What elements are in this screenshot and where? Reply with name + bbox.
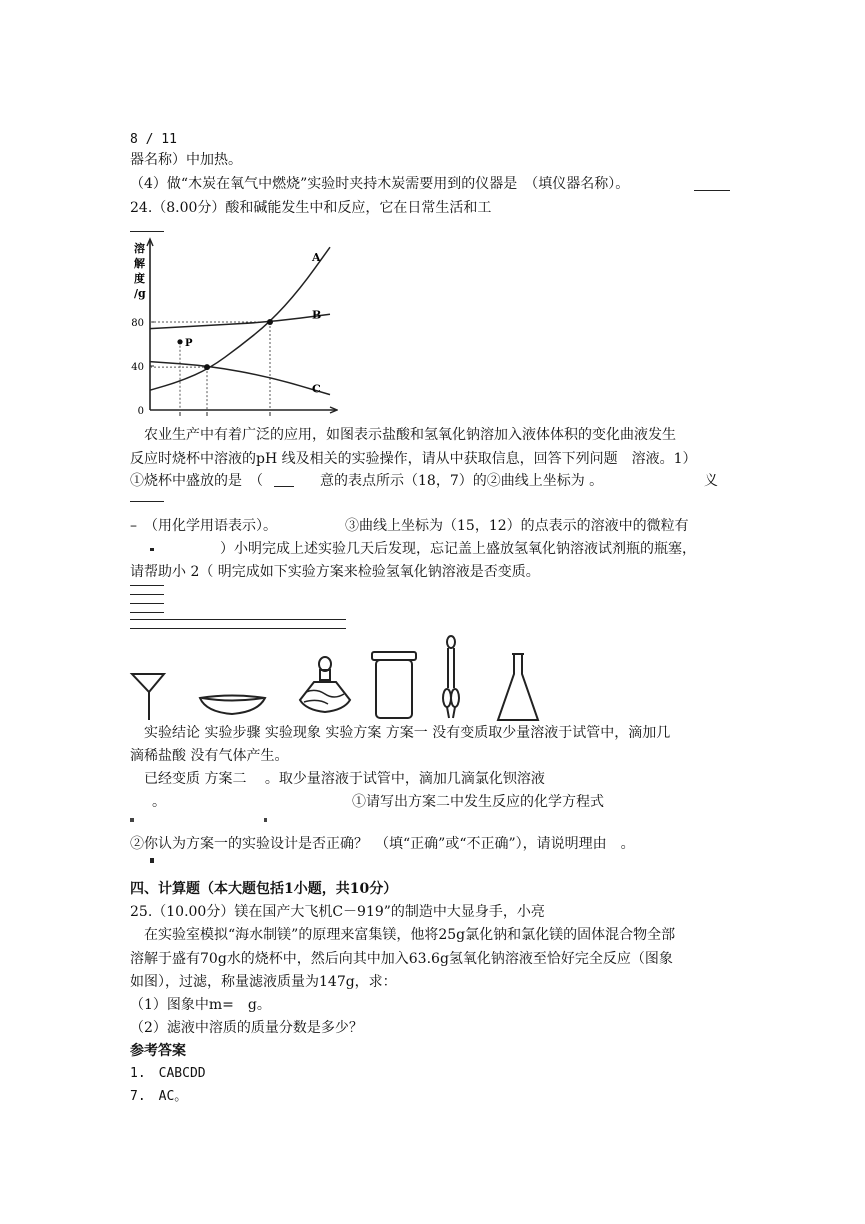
chart-guide-lines xyxy=(150,322,270,410)
text-line: 请帮助小 2（ 明完成如下实验方案来检验氢氧化钠溶液是否变质。 xyxy=(130,564,540,580)
curve-label-A: A xyxy=(312,251,321,265)
text-line: （2）滤液中溶质的质量分数是多少？ xyxy=(130,1020,363,1036)
lab-apparatus-row xyxy=(128,630,558,725)
blank-underline xyxy=(694,190,730,191)
text-line: （1）图象中m= g。 xyxy=(130,997,271,1013)
chart-curves xyxy=(150,247,330,394)
text-line: ②你认为方案一的实验设计是否正确？ （填“正确”或“不正确”），请说明理由 。 xyxy=(130,836,635,852)
text-line: 反应时烧杯中溶液的pH 线及相关的实验操作，请从中获取信息，回答下列问题 溶液。1） xyxy=(130,451,697,467)
blank-underline xyxy=(130,612,164,613)
y-axis-label: 解 xyxy=(134,257,145,270)
conical-flask-icon xyxy=(498,654,538,720)
text-line: 溶解于盛有70g水的烧杯中，然后向其中加入63.6g氢氧化钠溶液至恰好完全反应（图象 xyxy=(130,951,673,967)
text-line: 在实验室模拟“海水制镁”的原理来富集镁，他将25g氯化钠和氯化镁的固体混合物全部 xyxy=(130,927,676,943)
chart-labels xyxy=(131,241,321,417)
curve-label-B: B xyxy=(312,308,322,322)
text-line: – （用化学用语表示）。 xyxy=(130,518,277,534)
mark xyxy=(150,858,154,863)
answer-line: 1. CABCDD xyxy=(130,1066,206,1081)
blank-underline xyxy=(130,585,164,586)
intersection-point xyxy=(204,364,210,370)
curve-B xyxy=(150,314,330,328)
text-line: 已经变质 方案二 。取少量溶液于试管中，滴加几滴氯化钡溶液 xyxy=(130,771,545,787)
blank-underline xyxy=(130,628,346,629)
funnel-icon xyxy=(132,674,164,720)
evaporating-dish-icon xyxy=(200,696,265,715)
crucible-tongs-icon xyxy=(443,636,459,718)
page-number: 8 / 11 xyxy=(130,132,177,147)
text-line: 如图），过滤，称量滤液质量为147g，求： xyxy=(130,974,397,990)
solubility-chart xyxy=(128,236,338,421)
curve-label-C: C xyxy=(312,382,321,396)
question-25-title: 25.（10.00分）镁在国产大飞机C－919”的制造中大显身手，小亮 xyxy=(130,904,545,920)
y-tick-label: 0 xyxy=(137,406,144,417)
blank-underline xyxy=(130,594,164,595)
text-line: 农业生产中有着广泛的应用，如图表示盐酸和氢氧化钠溶加入液体体积的变化曲液发生 xyxy=(130,427,676,443)
y-tick-label: 80 xyxy=(131,318,144,329)
y-axis-label: 溶 xyxy=(134,242,145,255)
y-axis-label: 度 xyxy=(134,272,145,285)
blank-underline xyxy=(274,486,294,487)
answers-heading: 参考答案 xyxy=(130,1043,186,1059)
blank-underline xyxy=(130,619,346,620)
gas-jar-icon xyxy=(372,652,416,718)
mark xyxy=(130,818,134,822)
text-line: 意的表点所示（18，7）的②曲线上坐标为 。 xyxy=(320,473,604,489)
text-line: 器名称）中加热。 xyxy=(130,152,242,168)
mark xyxy=(264,818,267,822)
text-line: ③曲线上坐标为（15，12）的点表示的溶液中的微粒有 xyxy=(345,518,689,534)
point-p xyxy=(177,339,182,344)
curve-A xyxy=(150,247,330,390)
section-heading: 四、计算题（本大题包括1小题，共10分） xyxy=(130,881,398,897)
blank-underline xyxy=(130,603,164,604)
text-line: 。 xyxy=(152,794,166,810)
text-line: ①请写出方案二中发生反应的化学方程式 xyxy=(352,794,604,810)
answer-line: 7. AC。 xyxy=(130,1089,188,1104)
y-tick-label: 40 xyxy=(131,362,144,373)
text-line: ）小明完成上述实验几天后发现，忘记盖上盛放氢氧化钠溶液试剂瓶的瓶塞， xyxy=(220,541,696,557)
blank-underline xyxy=(130,231,164,232)
text-line: 实验结论 实验步骤 实验现象 实验方案 方案一 没有变质取少量溶液于试管中，滴加几 xyxy=(130,725,671,741)
text-line: （4）做“木炭在氧气中燃烧”实验时夹持木炭需要用到的仪器是 （填仪器名称）。 xyxy=(130,176,630,192)
point-p-label: P xyxy=(185,337,193,349)
text-line: 滴稀盐酸 没有气体产生。 xyxy=(130,748,289,764)
question-24-title: 24.（8.00分）酸和碱能发生中和反应，它在日常生活和工 xyxy=(130,200,492,216)
blank-underline xyxy=(130,501,164,502)
intersection-point xyxy=(267,319,273,325)
alcohol-lamp-icon xyxy=(300,657,350,712)
mark xyxy=(150,548,154,551)
curve-C xyxy=(150,362,330,395)
text-line: ①烧杯中盛放的是 （ xyxy=(130,473,263,489)
y-axis-label: /g xyxy=(134,287,146,300)
text-line: 义 xyxy=(704,473,718,489)
